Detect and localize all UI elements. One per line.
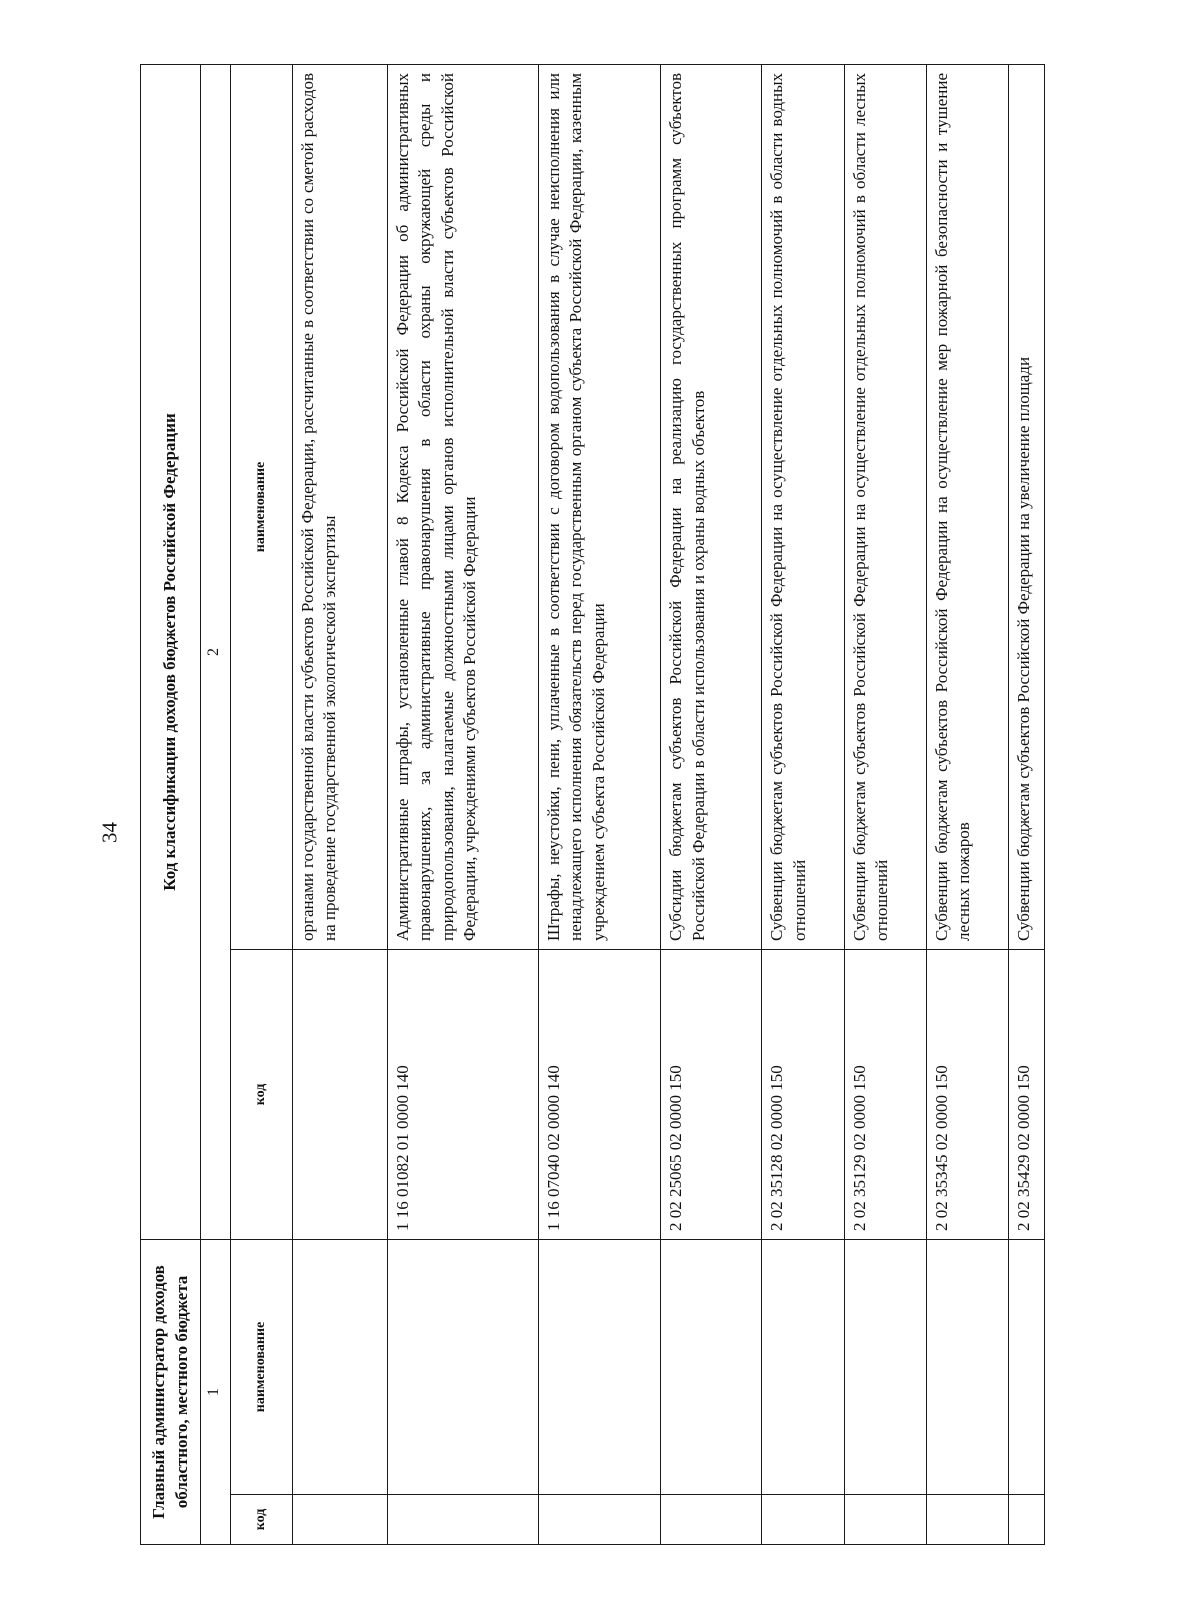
name-cell: Субсидии бюджетам субъектов Российской Федерации на реализацию государственных программ субъектов Российской Федерации в области использования и охраны водных объектов [661,64,762,949]
code-cell: 2 02 35429 02 0000 150 [1009,949,1045,1239]
admin-code-cell [387,1495,538,1545]
admin-name-cell [1009,1239,1045,1494]
admin-name-cell [844,1239,926,1494]
admin-name-cell [762,1239,844,1494]
header-number-1: 1 [201,1239,231,1544]
name-cell: Субвенции бюджетам субъектов Российской Федерации на осуществление отдельных полномочий в области лесных отношений [844,64,926,949]
admin-code-cell [926,1495,1008,1545]
admin-name-cell [926,1239,1008,1494]
table-row [1009,64,1045,1544]
code-cell: 2 02 35129 02 0000 150 [844,949,926,1239]
code-cell: 2 02 25065 02 0000 150 [661,949,762,1239]
code-cell [293,949,388,1239]
subheader-name-1: наименование [231,1239,293,1494]
admin-code-cell [293,1495,388,1545]
admin-code-cell [538,1495,660,1545]
rotated-table [140,65,1045,1545]
code-cell: 1 16 07040 02 0000 140 [538,949,660,1239]
name-cell: органами государственной власти субъектов Российской Федерации, рассчитанные в соответствии со сметой расходов на проведение государственной экологической экспертизы [293,64,388,949]
name-cell: Субвенции бюджетам субъектов Российской Федерации на увеличение площади [1009,64,1045,949]
code-cell: 2 02 35345 02 0000 150 [926,949,1008,1239]
table-row [926,64,1008,1544]
admin-code-cell [1009,1495,1045,1545]
table-row [661,64,762,1544]
admin-name-cell [661,1239,762,1494]
subheader-code-1: код [231,1495,293,1545]
name-cell: Субвенции бюджетам субъектов Российской Федерации на осуществление отдельных полномочий в области водных отношений [762,64,844,949]
subheader-code-2: код [231,949,293,1239]
revenue-classification-table [140,64,1045,1545]
name-cell: Субвенции бюджетам субъектов Российской Федерации на осуществление мер пожарной безопасности и тушение лесных пожаров [926,64,1008,949]
admin-name-cell [538,1239,660,1494]
code-cell: 2 02 35128 02 0000 150 [762,949,844,1239]
code-cell: 1 16 01082 01 0000 140 [387,949,538,1239]
admin-name-cell [387,1239,538,1494]
subheader-name-2: наименование [231,64,293,949]
header-classification: Код классификации доходов бюджетов Российской Федерации [141,64,201,1239]
name-cell: Административные штрафы, установленные главой 8 Кодекса Российской Федерации об административных правонарушениях, за административные правонарушения в области охраны окружающей среды и природопользования, налагаемые должностными лицами органов исполнительной власти субъектов Российской Федерации, учреждениями субъектов Российской Федерации [387,64,538,949]
page-number: 34 [97,822,122,843]
name-cell: Штрафы, неустойки, пени, уплаченные в соответствии с договором водопользования в случае неисполнения или ненадлежащего исполнения обязательств перед государственным органом субъекта Российской Федерации, казенным учреждением субъекта Российской Федерации [538,64,660,949]
admin-name-cell [293,1239,388,1494]
table-row [762,64,844,1544]
table-container [140,65,1045,1545]
table-row [293,64,388,1544]
admin-code-cell [661,1495,762,1545]
header-number-2: 2 [201,64,231,1239]
table-row [844,64,926,1544]
admin-code-cell [762,1495,844,1545]
admin-code-cell [844,1495,926,1545]
header-admin: Главный администратор доходов областного, местного бюджета [141,1239,201,1544]
table-row [538,64,660,1544]
table-row [387,64,538,1544]
